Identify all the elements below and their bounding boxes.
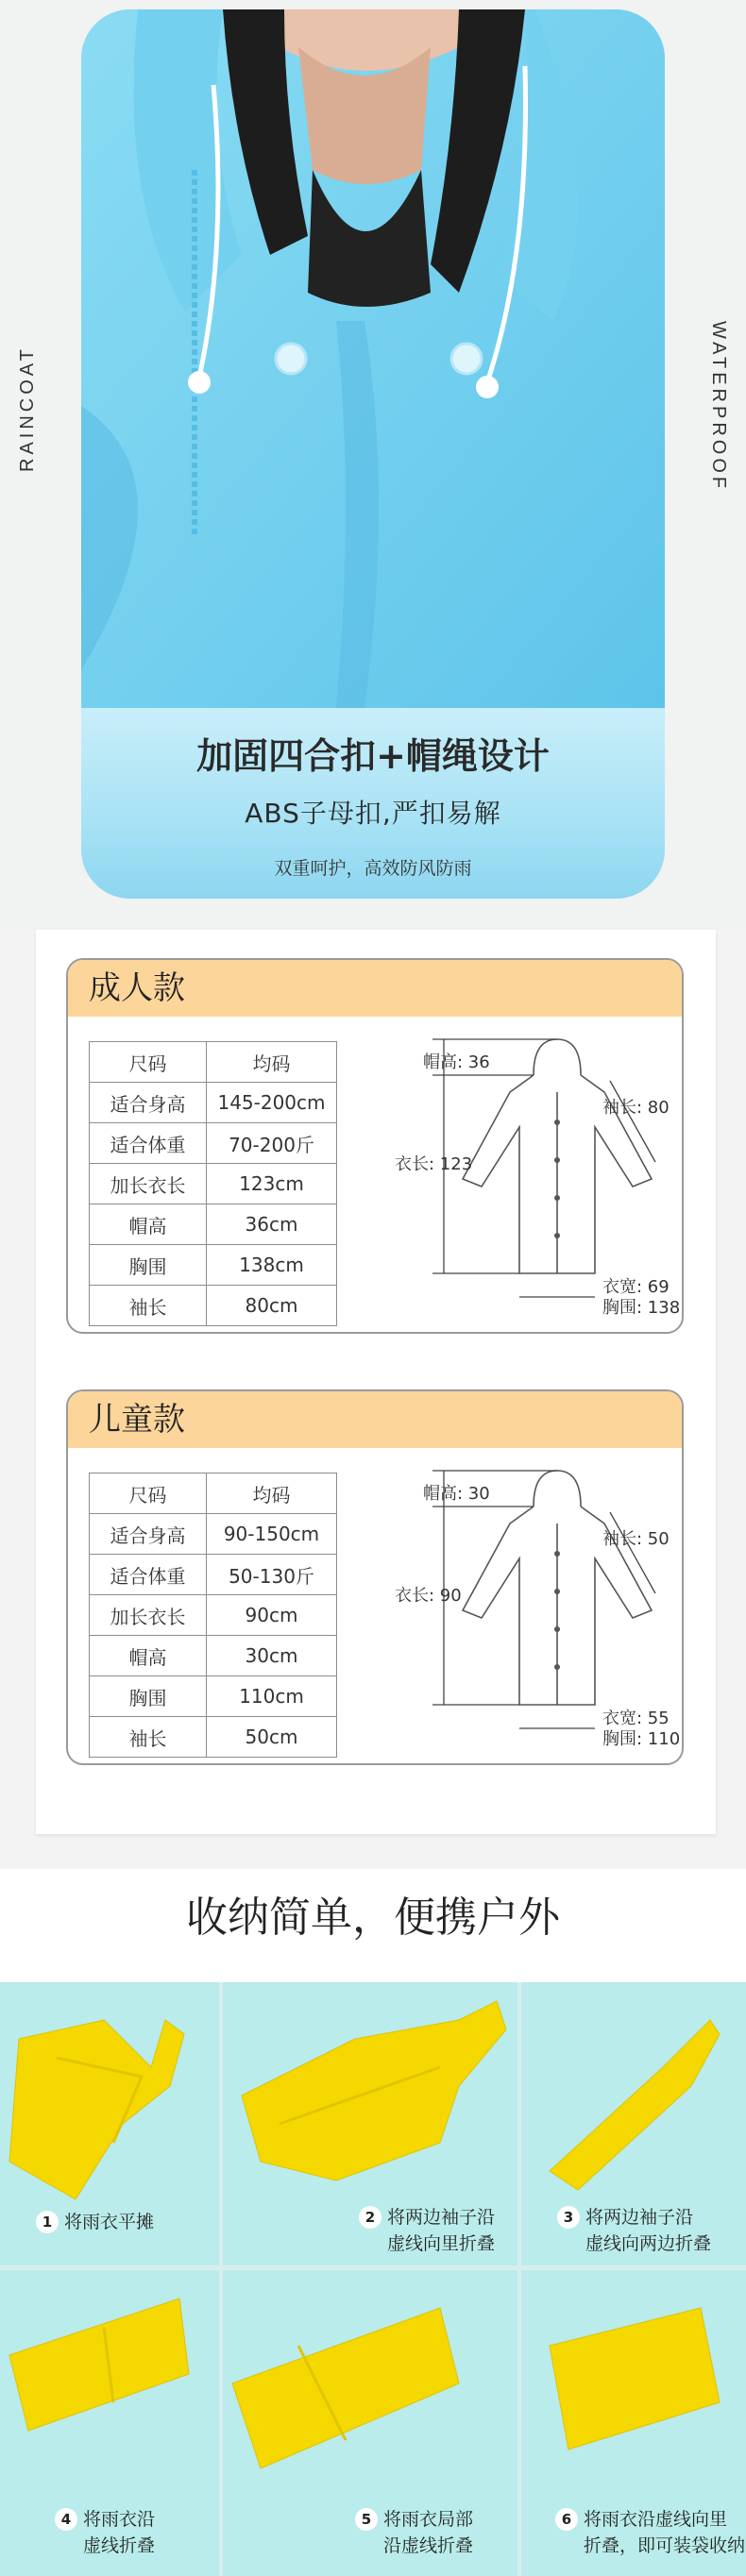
table-row [90, 1514, 337, 1555]
table-cell: 加长衣长 [90, 1595, 207, 1636]
step-number-badge: 3 [557, 2206, 580, 2229]
step-number-badge: 2 [359, 2206, 381, 2229]
table-cell: 80cm [207, 1286, 337, 1326]
table-header: 尺码 [90, 1042, 207, 1083]
table-cell: 90cm [207, 1595, 337, 1636]
chest-label: 胸围: 110 [602, 1729, 680, 1749]
table-cell: 加长衣长 [90, 1164, 207, 1204]
raincoat-side-label: RAINCOAT [17, 345, 38, 472]
fold-step-2 [223, 1982, 517, 2265]
table-cell: 36cm [207, 1204, 337, 1245]
sleeve-label: 袖长: 80 [602, 1098, 670, 1118]
table-row [90, 1042, 337, 1083]
fold-step-1 [0, 1982, 219, 2265]
adult-size-table [89, 1041, 337, 1326]
table-cell: 50cm [207, 1717, 337, 1758]
hero-section [0, 0, 746, 930]
table-header: 尺码 [90, 1473, 207, 1514]
table-cell: 胸围 [90, 1245, 207, 1286]
fold-step-caption: 3 将两边袖子沿 虚线向两边折叠 [557, 2204, 711, 2257]
hero-note: 双重呵护，高效防风防雨 [274, 858, 472, 879]
fold-step-5 [223, 2270, 517, 2576]
table-header: 均码 [207, 1042, 337, 1083]
table-cell: 123cm [207, 1164, 337, 1204]
adult-panel-title: 成人款 [68, 960, 682, 1017]
table-cell: 50-130斤 [207, 1555, 337, 1595]
fold-step-6 [521, 2270, 746, 2576]
child-size-panel [66, 1389, 684, 1765]
step-number-badge: 5 [355, 2508, 378, 2531]
fold-step-4 [0, 2270, 219, 2576]
sleeve-label: 袖长: 50 [602, 1529, 670, 1549]
table-cell: 145-200cm [207, 1083, 337, 1123]
raincoat-photo [81, 9, 665, 708]
table-cell: 适合身高 [90, 1514, 207, 1555]
table-cell: 袖长 [90, 1717, 207, 1758]
table-cell: 30cm [207, 1636, 337, 1676]
table-row [90, 1164, 337, 1204]
table-row [90, 1204, 337, 1245]
waterproof-side-label: WATERPROOF [708, 321, 729, 493]
adult-size-panel [66, 958, 684, 1334]
table-cell: 适合体重 [90, 1555, 207, 1595]
step-number-badge: 1 [36, 2211, 59, 2233]
table-cell: 70-200斤 [207, 1123, 337, 1164]
table-cell: 帽高 [90, 1636, 207, 1676]
table-row [90, 1473, 337, 1514]
child-raincoat-diagram [368, 1450, 680, 1761]
table-row [90, 1717, 337, 1758]
table-row [90, 1636, 337, 1676]
fold-step-caption: 5 将雨衣局部 沿虚线折叠 [355, 2506, 473, 2559]
child-size-table [89, 1473, 337, 1758]
length-label: 衣长: 90 [395, 1586, 462, 1606]
fold-section-title: 收纳简单，便携户外 [186, 1894, 560, 1942]
step-number-badge: 6 [555, 2508, 578, 2531]
hat-height-label: 帽高: 36 [423, 1052, 490, 1072]
table-row [90, 1286, 337, 1326]
hat-height-label: 帽高: 30 [423, 1484, 490, 1504]
child-panel-title: 儿童款 [68, 1391, 682, 1448]
fold-step-caption: 4 将雨衣沿 虚线折叠 [55, 2506, 155, 2559]
step-number-badge: 4 [55, 2508, 77, 2531]
table-cell: 90-150cm [207, 1514, 337, 1555]
fold-step-3 [521, 1982, 746, 2265]
size-chart-section [0, 930, 746, 1869]
hero-title: 加固四合扣+帽绳设计 [196, 735, 550, 777]
table-row [90, 1555, 337, 1595]
table-cell: 适合体重 [90, 1123, 207, 1164]
table-row [90, 1245, 337, 1286]
table-cell: 帽高 [90, 1204, 207, 1245]
fold-step-caption: 1 将雨衣平摊 [36, 2209, 154, 2235]
table-cell: 适合身高 [90, 1083, 207, 1123]
fold-step-caption: 2 将两边袖子沿 虚线向里折叠 [359, 2204, 495, 2257]
table-cell: 138cm [207, 1245, 337, 1286]
table-row [90, 1123, 337, 1164]
table-cell: 110cm [207, 1676, 337, 1717]
table-row [90, 1083, 337, 1123]
adult-raincoat-diagram [368, 1019, 680, 1330]
table-header: 均码 [207, 1473, 337, 1514]
table-cell: 袖长 [90, 1286, 207, 1326]
fold-step-caption: 6 将雨衣沿虚线向里 折叠，即可装袋收纳 [555, 2506, 745, 2559]
size-chart-sheet [36, 930, 716, 1834]
table-row [90, 1676, 337, 1717]
chest-label: 胸围: 138 [602, 1298, 680, 1318]
width-label: 衣宽: 69 [602, 1277, 670, 1297]
fold-steps-grid [0, 1982, 746, 2576]
hero-subtitle: ABS子母扣,严扣易解 [245, 798, 501, 829]
table-row [90, 1595, 337, 1636]
table-cell: 胸围 [90, 1676, 207, 1717]
length-label: 衣长: 123 [395, 1154, 473, 1174]
width-label: 衣宽: 55 [602, 1709, 670, 1728]
